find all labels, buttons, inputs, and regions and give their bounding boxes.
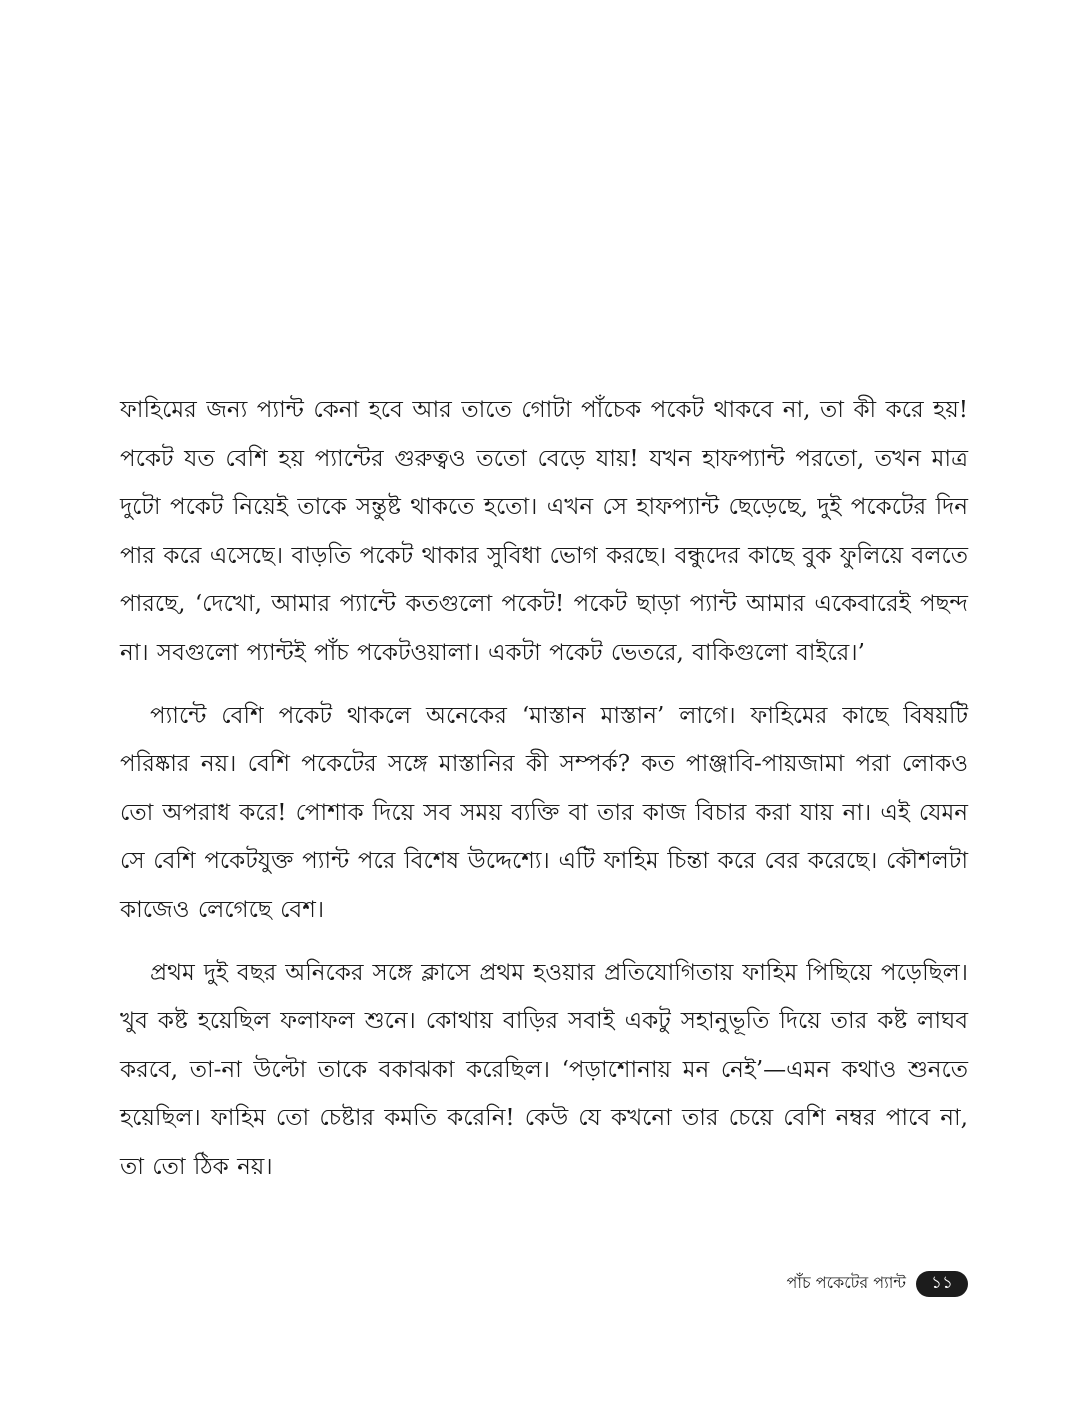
paragraph-1: ফাহিমের জন্য প্যান্ট কেনা হবে আর তাতে গোটা পাঁচেক পকেট থাকবে না, তা কী করে হয়! পকেট যত বেশি হয় প্যান্টের গুরুত্বও ততো বেড়ে যায়! যখন হাফপ্যান্ট পরতো, তখন মাত্র দুটো পকেট নিয়েই তাকে সন্তুষ্ট থাকতে হতো। এখন সে হাফপ্যান্ট ছেড়েছে, দুই পকেটের দিন পার করে এসেছে। বাড়তি পকেট থাকার সুবিধা ভোগ করছে। বন্ধুদের কাছে বুক ফুলিয়ে বলতে পারছে, ‘দেখো, আমার প্যান্টে কতগুলো পকেট! পকেট ছাড়া প্যান্ট আমার একেবারেই পছন্দ না। সবগুলো প্যান্টই পাঁচ পকেটওয়ালা। একটা পকেট ভেতরে, বাকিগুলো বাইরে।’ bbox=[120, 397, 968, 666]
page-number-badge: ১১ bbox=[916, 1271, 968, 1297]
running-title: পাঁচ পকেটের প্যান্ট bbox=[786, 1273, 906, 1292]
paragraph-3: প্রথম দুই বছর অনিকের সঙ্গে ক্লাসে প্রথম হওয়ার প্রতিযোগিতায় ফাহিম পিছিয়ে পড়েছিল। খুব কষ্ট হয়েছিল ফলাফল শুনে। কোথায় বাড়ির সবাই একটু সহানুভূতি দিয়ে তার কষ্ট লাঘব করবে, তা-না উল্টো তাকে বকাঝকা করেছিল। ‘পড়াশোনায় মন নেই’—এমন কথাও শুনতে হয়েছিল। ফাহিম তো চেষ্টার কমতি করেনি! কেউ যে কখনো তার চেয়ে বেশি নম্বর পাবে না, তা তো ঠিক নয়। bbox=[120, 959, 968, 1180]
page-footer bbox=[787, 1270, 968, 1297]
paragraph-2: প্যান্টে বেশি পকেট থাকলে অনেকের ‘মাস্তান মাস্তান’ লাগে। ফাহিমের কাছে বিষয়টি পরিষ্কার নয়। বেশি পকেটের সঙ্গে মাস্তানির কী সম্পর্ক? কত পাঞ্জাবি-পায়জামা পরা লোকও তো অপরাধ করে! পোশাক দিয়ে সব সময় ব্যক্তি বা তার কাজ বিচার করা যায় না। এই যেমন সে বেশি পকেটযুক্ত প্যান্ট পরে বিশেষ উদ্দেশ্যে। এটি ফাহিম চিন্তা করে বের করেছে। কৌশলটা কাজেও লেগেছে বেশ। bbox=[120, 702, 968, 923]
body-text bbox=[120, 386, 968, 1206]
